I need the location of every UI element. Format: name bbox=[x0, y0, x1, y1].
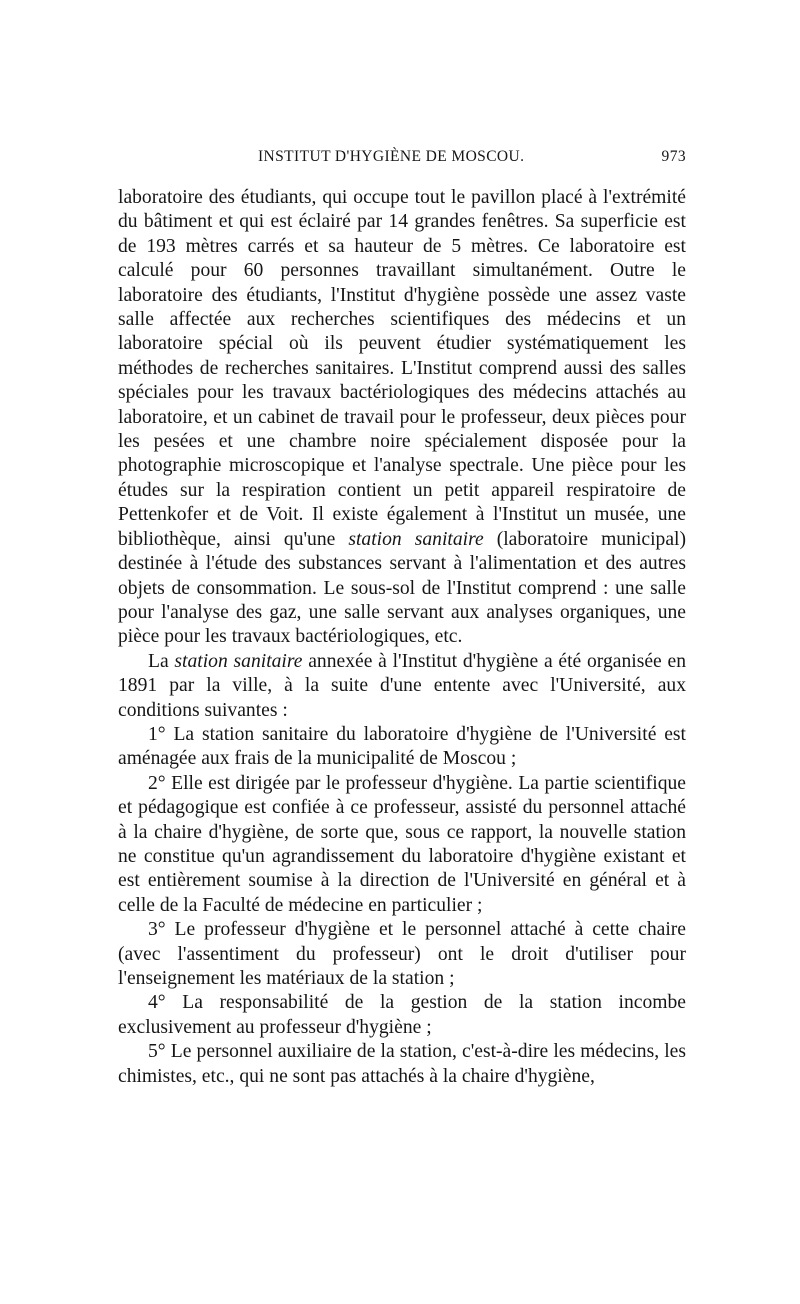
text-run: annexée à l'Institut d'hygiène a été organisée en 1891 par la ville, à la suite d'une entente avec l'Université, aux conditions suivantes : bbox=[118, 650, 686, 721]
text-run: (laboratoire municipal) destinée à l'étude des substances servant à l'alimentation et des autres objets de consommation. Le sous-sol de l'Institut comprend : une salle pour l'analyse des gaz, une salle servant aux analyses organiques, une pièce pour les travaux bactériologiques, etc. bbox=[118, 528, 687, 648]
book-page bbox=[118, 148, 686, 1089]
paragraph bbox=[118, 1040, 686, 1089]
paragraph bbox=[118, 918, 686, 991]
italic-term: station sanitaire bbox=[348, 528, 484, 550]
page-number: 973 bbox=[661, 148, 686, 165]
text-run: 3° Le professeur d'hygiène et le personnel attaché à cette chaire (avec l'assentiment du professeur) ont le droit d'utiliser pour l'enseignement les matériaux de la station ; bbox=[118, 919, 686, 989]
body-text bbox=[118, 186, 686, 1089]
text-run: laboratoire des étudiants, qui occupe tout le pavillon placé à l'extrémité du bâtiment et qui est éclairé par 14 grandes fenêtres. Sa superficie est de 193 mètres carrés et sa hauteur de 5 mètres. Ce laboratoire est calculé pour 60 personnes travaillant simultanément. Outre le laboratoire des étudiants, l'Institut d'hygiène possède une assez vaste salle affectée aux recherches scientifiques des médecins et un laboratoire spécial où ils peuvent étudier systématiquement les méthodes de recherches sanitaires. L'Institut comprend aussi des salles spéciales pour les travaux bactériologiques des médecins attachés au laboratoire, et un cabinet de travail pour le professeur, deux pièces pour les pesées et une chambre noire spécialement disposée pour la photographie microscopique et l'analyse spectrale. Une pièce pour les études sur la respiration contient un petit appareil respiratoire de Pettenkofer et de Voit. Il existe également à l'Institut un musée, une bibliothèque, ainsi qu'une bbox=[118, 187, 686, 550]
text-run: 5° Le personnel auxiliaire de la station, c'est-à-dire les médecins, les chimistes, etc., qui ne sont pas attachés à la chaire d'hygiène, bbox=[118, 1041, 686, 1087]
text-run: 4° La responsabilité de la gestion de la station incombe exclusivement au professeur d'hygiène ; bbox=[118, 992, 686, 1038]
italic-term: station sanitaire bbox=[174, 650, 303, 672]
paragraph bbox=[118, 186, 686, 650]
running-header bbox=[118, 148, 686, 174]
text-run: La bbox=[148, 650, 175, 672]
paragraph bbox=[118, 723, 686, 772]
running-title: INSTITUT D'HYGIÈNE DE MOSCOU. bbox=[258, 148, 525, 165]
paragraph bbox=[118, 991, 686, 1040]
paragraph bbox=[118, 650, 686, 723]
text-run: 2° Elle est dirigée par le professeur d'hygiène. La partie scientifique et pédagogique est confiée à ce professeur, assisté du personnel attaché à la chaire d'hygiène, de sorte que, sous ce rapport, la nouvelle station ne constitue qu'un agrandissement du laboratoire d'hygiène existant et est entièrement soumise à la direction de l'Université en général et à celle de la Faculté de médecine en particulier ; bbox=[118, 772, 686, 916]
paragraph bbox=[118, 772, 686, 918]
text-run: 1° La station sanitaire du laboratoire d'hygiène de l'Université est aménagée aux frais de la municipalité de Moscou ; bbox=[118, 723, 686, 770]
